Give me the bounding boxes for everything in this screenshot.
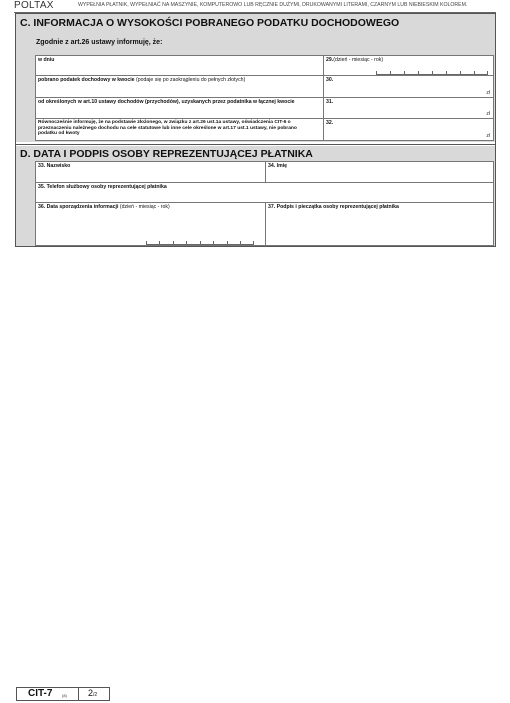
form-code: CIT-7	[28, 688, 53, 699]
brand-logo: POLTAX	[14, 0, 54, 11]
row-income-label-cell	[35, 97, 324, 119]
row-tax-label-cell	[35, 75, 324, 98]
page-total: /2	[93, 692, 98, 698]
page-current: 2	[88, 688, 94, 698]
footer-divider	[78, 687, 79, 701]
row-tax-label: pobrano podatek dochodowy w kwocie	[38, 77, 135, 83]
field-29-number: 29.	[326, 57, 334, 63]
page-number	[88, 688, 97, 698]
section-c-title: C. INFORMACJA O WYSOKOŚCI POBRANEGO PODATKU DOCHODOWEGO	[20, 17, 400, 29]
field-30-number: 30.	[326, 77, 334, 83]
section-c-subtitle: Zgodnie z art.26 ustawy informuję, że:	[36, 39, 163, 46]
field-34-label: 34. Imię	[268, 163, 288, 169]
field-37-signature[interactable]	[265, 202, 494, 246]
row-date-label: w dniu	[38, 57, 55, 63]
field-35-phone[interactable]	[35, 182, 494, 203]
field-36-label: 36. Data sporządzenia informacji	[38, 204, 119, 210]
currency-zl-32: zł	[486, 133, 490, 139]
field-35-label: 35. Telefon służbowy osoby reprezentującej płatnika	[38, 184, 167, 190]
field-32-amount[interactable]	[323, 118, 494, 141]
field-32-number: 32.	[326, 120, 334, 126]
field-31-amount[interactable]	[323, 97, 494, 119]
field-37-label: 37. Podpis i pieczątka osoby reprezentującej płatnika	[268, 204, 399, 210]
field-29-hint: (dzień - miesiąc - rok)	[333, 57, 384, 63]
currency-zl-31: zł	[486, 111, 490, 117]
field-34-firstname[interactable]	[265, 161, 494, 183]
field-33-label: 33. Nazwisko	[38, 163, 71, 169]
row-tax-note: (podaje się po zaokrągleniu do pełnych złotych)	[134, 77, 246, 83]
field-31-number: 31.	[326, 99, 334, 105]
form-version: (8)	[62, 693, 67, 698]
row-date-label-cell	[35, 55, 324, 76]
field-29-date[interactable]	[323, 55, 494, 76]
field-36-hint: (dzień - miesiąc - rok)	[118, 204, 170, 210]
date-ticks-36	[146, 240, 254, 245]
section-d-title: D. DATA I PODPIS OSOBY REPREZENTUJĄCEJ PŁATNIKA	[20, 148, 313, 160]
currency-zl-30: zł	[486, 90, 490, 96]
field-30-amount[interactable]	[323, 75, 494, 98]
section-divider	[16, 144, 495, 145]
fill-instructions: WYPEŁNIA PŁATNIK, WYPEŁNIAĆ NA MASZYNIE, KOMPUTEROWO LUB RĘCZNIE DUŻYMI, DRUKOWANYMI LITERAMI, CZARNYM LUB NIEBIESKIM KOLOREM.	[78, 2, 468, 8]
field-36-date[interactable]	[35, 202, 266, 246]
row-income-label: od określonych w art.10 ustawy dochodów (przychodów), uzyskanych przez podatnika w łącznej kwocie	[38, 99, 295, 105]
row-exempt-label: Równocześnie informuję, że na podstawie złożonego, w związku z art.26 ust.1a ustawy, oświadczenia CIT-6 o przeznaczeniu należnego dochodu na cele statutowe lub inne cele określone w art.17 ust.1 ustawy, nie pobrano podatku od kwoty	[38, 120, 297, 137]
row-exempt-label-cell	[35, 118, 324, 141]
field-33-surname[interactable]	[35, 161, 266, 183]
